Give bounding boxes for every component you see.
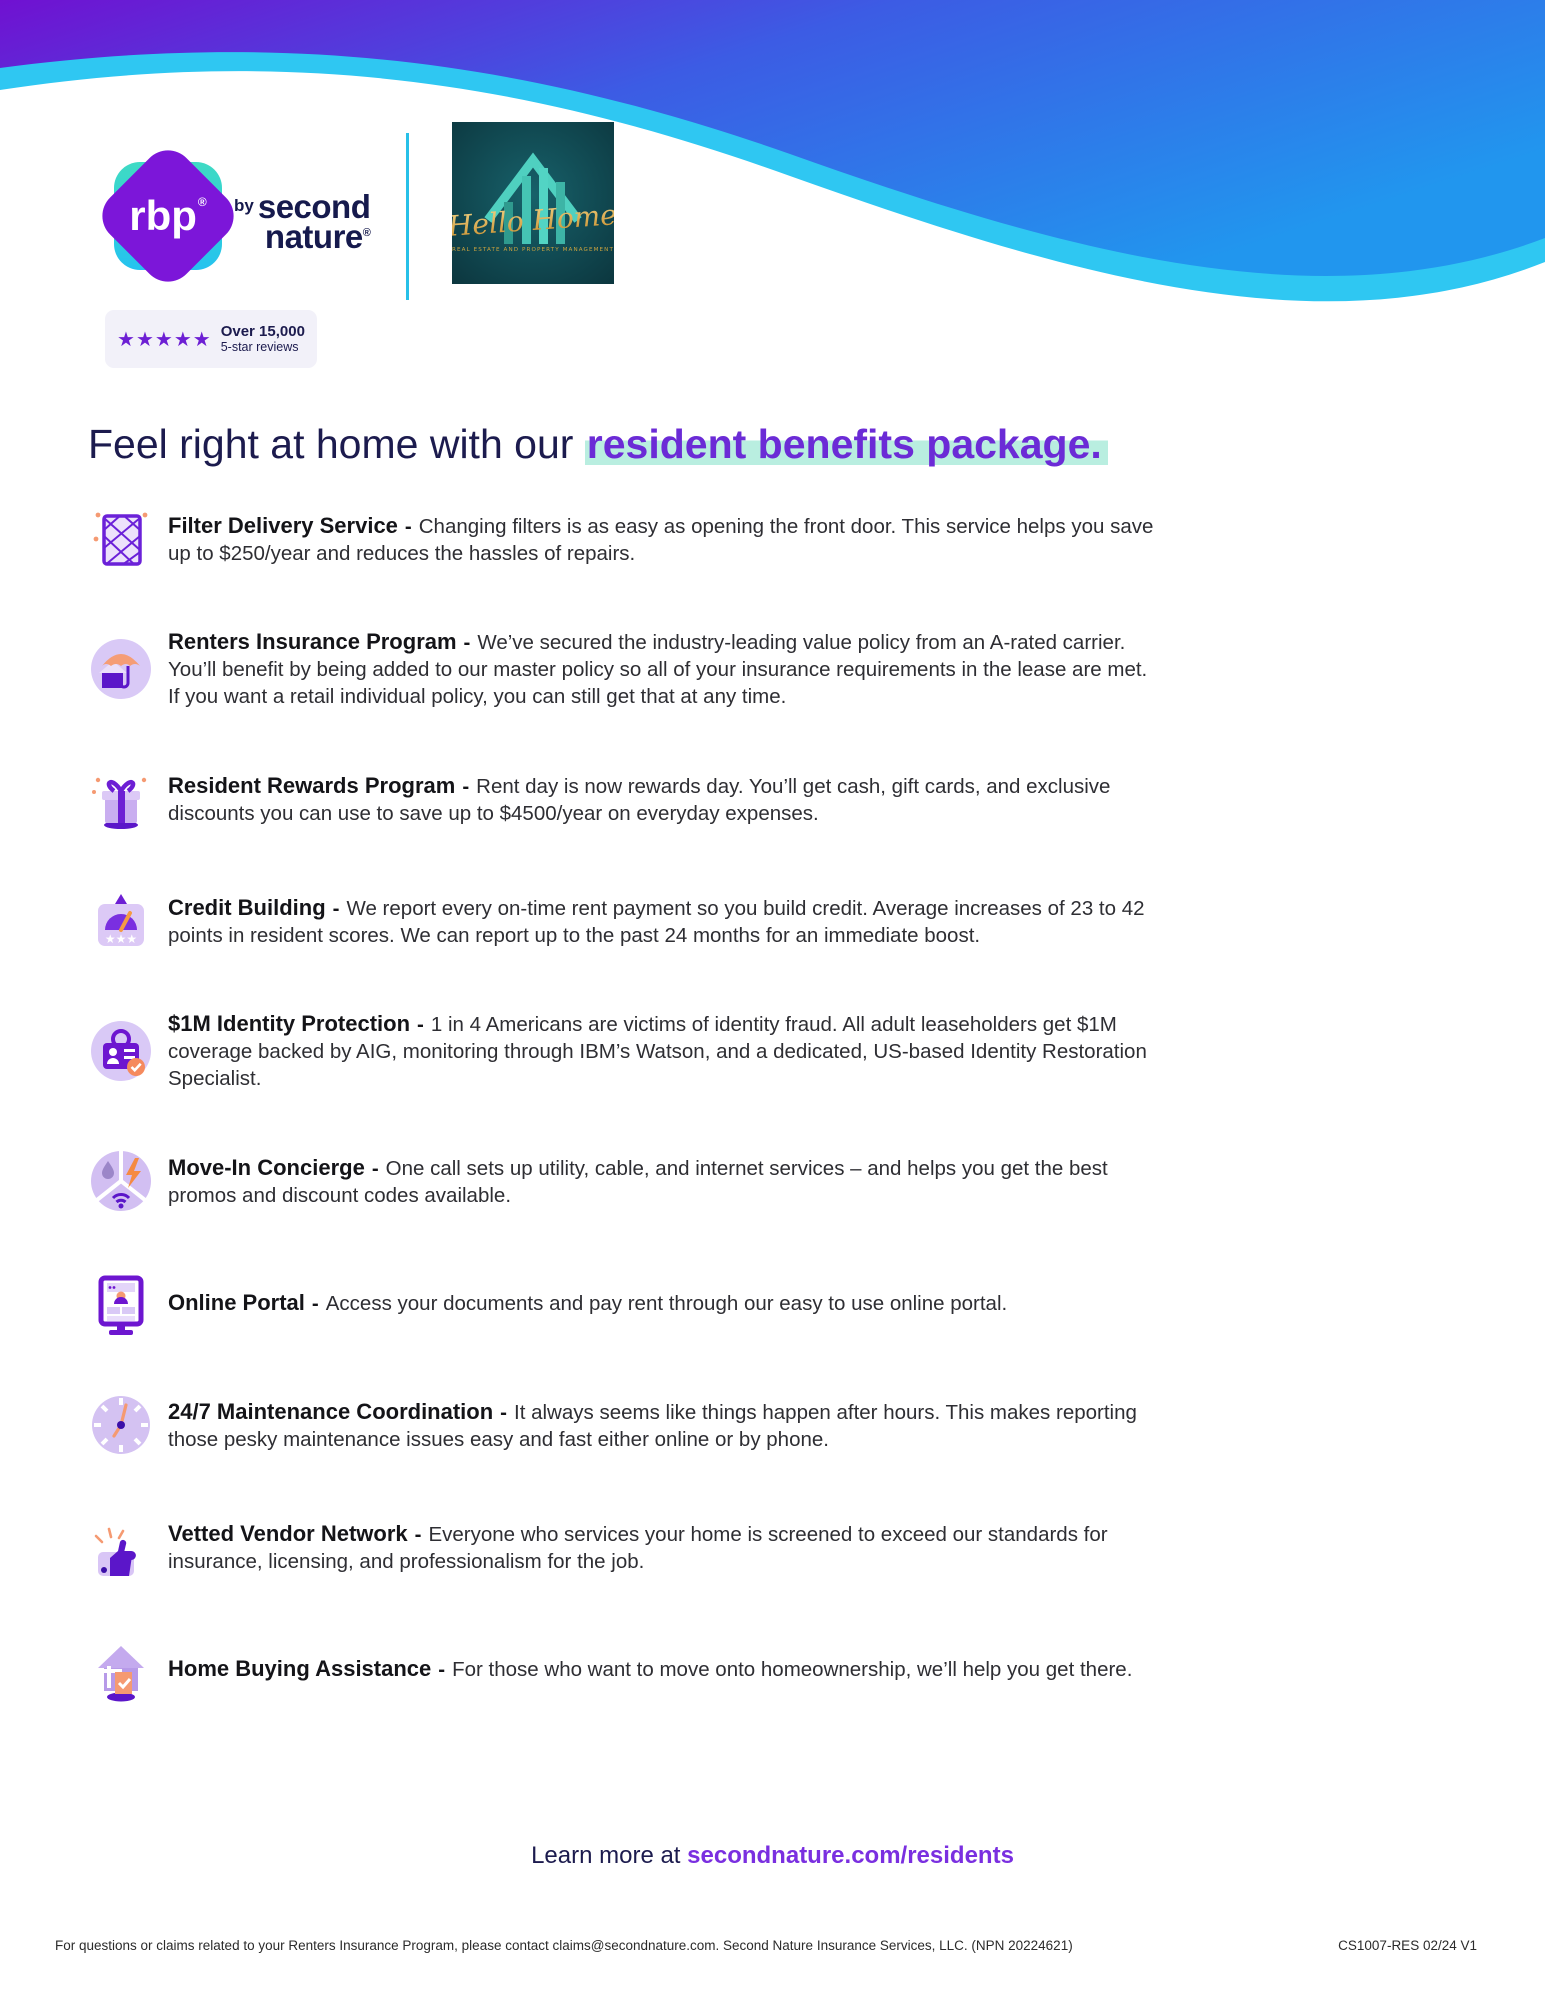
learn-more-prefix: Learn more at xyxy=(531,1842,688,1869)
benefit-description: It always seems like things happen after hours. This makes reporting those pesky maintenance issues easy and fast either online or by phone. xyxy=(168,1400,1137,1451)
home-buying-icon xyxy=(88,1636,154,1702)
benefit-text xyxy=(168,772,1158,827)
benefit-text xyxy=(168,894,1158,949)
list-item xyxy=(88,1392,1468,1458)
learn-more-link[interactable]: secondnature.com/residents xyxy=(687,1842,1014,1869)
benefit-description: Changing filters is as easy as opening the front door. This service helps you save up to $250/year and reduces the hassles of repairs. xyxy=(168,514,1154,565)
dash: - xyxy=(438,1658,446,1681)
company-line1: second xyxy=(257,188,371,225)
list-item xyxy=(88,888,1468,954)
second-nature-wordmark xyxy=(234,188,371,256)
benefit-description: 1 in 4 Americans are victims of identity fraud. All adult leaseholders get $1M coverage backed by AIG, monitoring through IBM’s Watson, and a dedicated, US-based Identity Restoration Specialist. xyxy=(168,1013,1147,1090)
dash: - xyxy=(311,1292,319,1315)
by-label: by xyxy=(234,196,254,215)
registered-mark: ® xyxy=(362,227,371,240)
online-portal-icon xyxy=(88,1270,154,1336)
rbp-wordmark xyxy=(114,162,222,270)
registered-mark: ® xyxy=(197,195,207,209)
thumbs-up-icon xyxy=(88,1514,154,1580)
benefit-description: We’ve secured the industry-leading value policy from an A-rated carrier. You’ll benefit by being added to our master policy so all of your insurance requirements in the lease are met. If you want a retail individual policy, you can still get that at any time. xyxy=(168,631,1148,708)
air-filter-icon xyxy=(88,506,154,572)
dash: - xyxy=(414,1522,422,1546)
dash: - xyxy=(371,1156,379,1180)
list-item xyxy=(88,1636,1468,1702)
benefits-list xyxy=(88,506,1468,1702)
list-item xyxy=(88,1514,1468,1580)
benefit-text xyxy=(168,512,1158,567)
benefit-title: $1M Identity Protection xyxy=(168,1011,411,1036)
reviews-label: 5-star reviews xyxy=(220,340,299,355)
dash: - xyxy=(404,514,412,538)
list-item xyxy=(88,1148,1468,1214)
identity-card-icon xyxy=(88,1018,154,1084)
dash: - xyxy=(500,1400,507,1424)
credit-gauge-icon xyxy=(88,888,154,954)
benefit-title: Home Buying Assistance xyxy=(168,1656,432,1681)
company-name xyxy=(257,188,371,256)
hello-home-script: Hello Home xyxy=(452,198,614,243)
benefit-text xyxy=(168,1655,1158,1683)
title-prefix: Feel right at home with our xyxy=(88,421,585,467)
benefit-title: 24/7 Maintenance Coordination xyxy=(168,1398,494,1424)
fine-print xyxy=(55,1938,1477,1953)
benefit-description: We report every on-time rent payment so you build credit. Average increases of 23 to 42 points in resident scores. We can report up to the past 24 months for an immediate boost. xyxy=(168,896,1145,947)
list-item xyxy=(88,766,1468,832)
hello-home-graphic xyxy=(452,122,614,284)
fine-print-left: For questions or claims related to your Renters Insurance Program, please contact claims@secondnature.com. Second Nature Insurance Services, LLC. (NPN 20224621) xyxy=(55,1938,1073,1953)
utilities-icon xyxy=(88,1148,154,1214)
dash: - xyxy=(417,1013,424,1036)
benefit-title: Move-In Concierge xyxy=(168,1154,365,1180)
benefit-text xyxy=(168,1010,1158,1092)
benefit-text xyxy=(168,1289,1158,1317)
fine-print-right: CS1007-RES 02/24 V1 xyxy=(1338,1938,1477,1953)
benefit-description: For those who want to move onto homeownership, we’ll help you get there. xyxy=(452,1658,1133,1681)
hello-home-tagline: REAL ESTATE AND PROPERTY MANAGEMENT xyxy=(452,247,614,253)
benefit-text xyxy=(168,1398,1158,1453)
dash: - xyxy=(332,896,340,920)
hello-home-logo xyxy=(452,122,614,284)
reviews-count: Over 15,000 xyxy=(220,323,305,341)
page-title xyxy=(88,420,1268,469)
benefit-title: Resident Rewards Program xyxy=(168,772,456,798)
benefit-text xyxy=(168,1520,1158,1575)
benefit-description: Access your documents and pay rent through our easy to use online portal. xyxy=(325,1292,1008,1315)
benefit-title: Vetted Vendor Network xyxy=(168,1520,408,1546)
benefit-description: Everyone who services your home is screened to exceed our standards for insurance, licensing, and professionalism for the job. xyxy=(168,1522,1108,1573)
benefit-title: Filter Delivery Service xyxy=(168,512,398,538)
benefit-text xyxy=(168,628,1158,710)
gift-rewards-icon xyxy=(88,766,154,832)
rbp-logo xyxy=(100,140,240,295)
benefit-text xyxy=(168,1154,1158,1209)
logo-divider xyxy=(406,133,409,300)
benefit-title: Renters Insurance Program xyxy=(168,629,457,654)
learn-more xyxy=(0,1842,1545,1870)
reviews-text xyxy=(221,323,305,355)
dash: - xyxy=(462,774,470,798)
benefit-title: Online Portal xyxy=(168,1290,305,1315)
list-item xyxy=(88,628,1468,710)
clock-icon xyxy=(88,1392,154,1458)
five-stars-icon: ★★★★★ xyxy=(117,328,212,351)
benefit-description: Rent day is now rewards day. You’ll get cash, gift cards, and exclusive discounts you can use to save up to $4500/year on everyday expenses. xyxy=(168,774,1111,825)
title-highlight: resident benefits package. xyxy=(585,421,1108,467)
renters-insurance-icon xyxy=(88,636,154,702)
benefit-description: One call sets up utility, cable, and internet services – and helps you get the best promos and discount codes available. xyxy=(168,1156,1108,1207)
benefit-title: Credit Building xyxy=(168,894,326,920)
list-item xyxy=(88,1010,1468,1092)
list-item xyxy=(88,506,1468,572)
company-line2: nature xyxy=(264,218,363,256)
list-item xyxy=(88,1270,1468,1336)
rbp-label: rbp xyxy=(129,192,197,239)
svg-text:★★★: ★★★ xyxy=(104,932,138,946)
dash: - xyxy=(463,631,471,654)
reviews-badge xyxy=(105,310,317,368)
